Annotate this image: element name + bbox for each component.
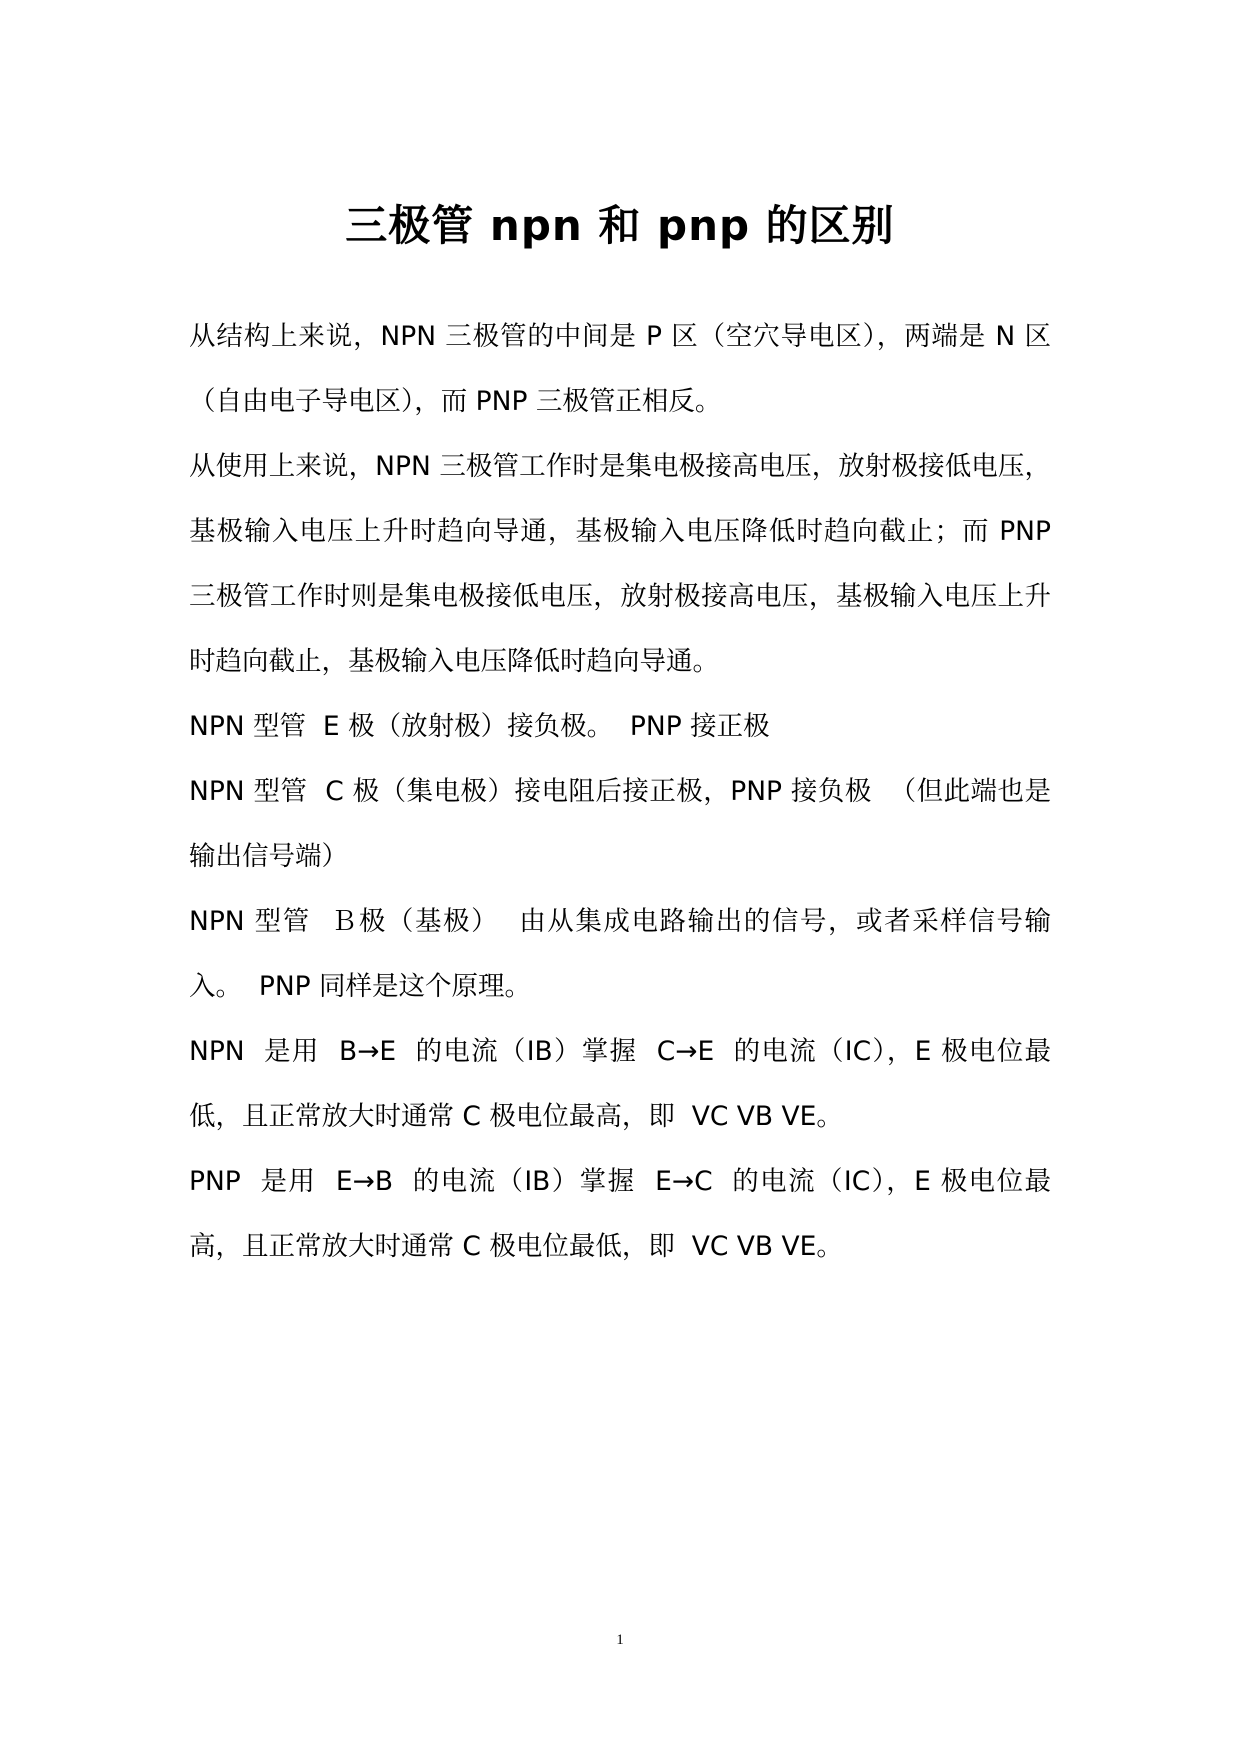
paragraph-npn-current: NPN 是用 B→E 的电流（IB）掌握 C→E 的电流（IC），E 极电位最低，且正常放大时通常 C 极电位最高，即 VC VB VE。 <box>189 1036 1051 1132</box>
paragraph-collector: NPN 型管 C 极（集电极）接电阻后接正极，PNP 接负极 （但此端也是输出信号端） <box>189 776 1051 872</box>
paragraph-emitter: NPN 型管 E 极（放射极）接负极。 PNP 接正极 <box>189 711 770 742</box>
page-number: 1 <box>616 1632 624 1648</box>
paragraph-pnp-current: PNP 是用 E→B 的电流（IB）掌握 E→C 的电流（IC），E 极电位最高，且正常放大时通常 C 极电位最低，即 VC VB VE。 <box>189 1166 1051 1262</box>
paragraph-base: NPN 型管 Ｂ极（基极） 由从集成电路输出的信号，或者采样信号输入。 PNP 同样是这个原理。 <box>189 906 1051 1002</box>
document-title: 三极管 npn 和 pnp 的区别 <box>345 201 895 250</box>
paragraph-structure: 从结构上来说，NPN 三极管的中间是 P 区（空穴导电区），两端是 N 区（自由电子导电区），而 PNP 三极管正相反。 <box>189 321 1051 417</box>
paragraph-usage: 从使用上来说，NPN 三极管工作时是集电极接高电压，放射极接低电压，基极输入电压上升时趋向导通，基极输入电压降低时趋向截止；而 PNP 三极管工作时则是集电极接低电压，放射极接高电压，基极输入电压上升时趋向截止，基极输入电压降低时趋向导通。 <box>189 451 1060 677</box>
document-body <box>189 304 1060 1279</box>
